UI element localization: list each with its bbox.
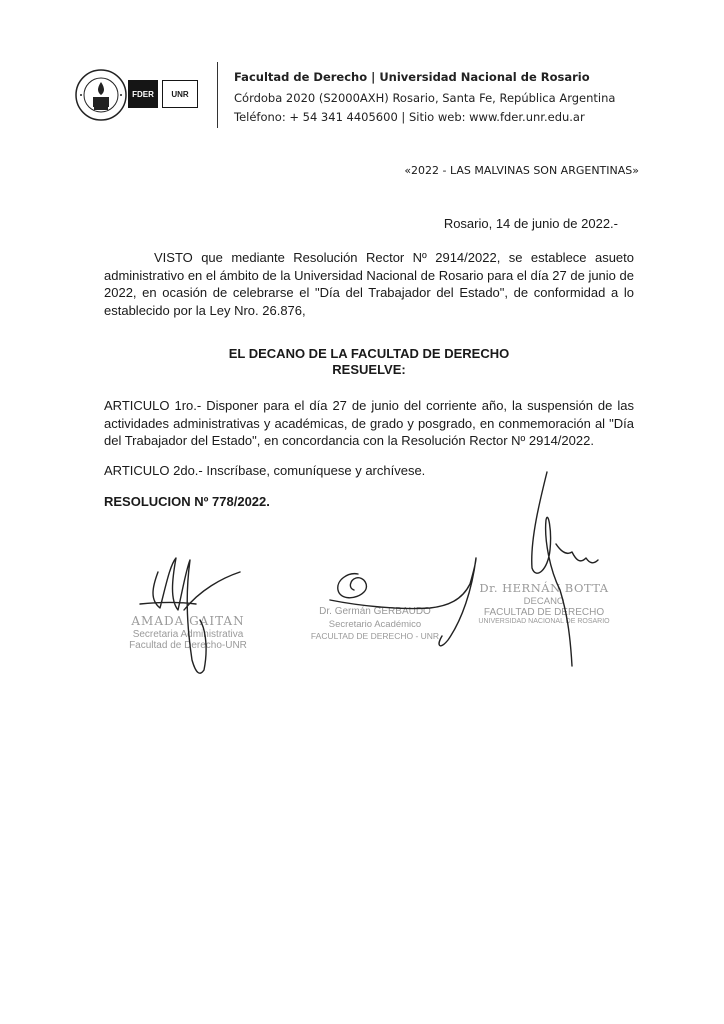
signature-gerbaudo bbox=[330, 558, 476, 646]
stamp-name: AMADA GAITAN bbox=[131, 614, 245, 628]
stamp-name: Dr. HERNÁN BOTTA bbox=[479, 581, 609, 595]
stamp-org: FACULTAD DE DERECHO bbox=[483, 607, 605, 618]
stamp-org-2: UNIVERSIDAD NACIONAL DE ROSARIO bbox=[478, 618, 610, 625]
articulo-2: ARTICULO 2do.- Inscríbase, comuníquese y archívese. bbox=[104, 463, 426, 478]
letterhead-divider bbox=[217, 62, 218, 128]
institution-contact: Teléfono: + 54 341 4405600 | Sitio web: www.fder.unr.edu.ar bbox=[234, 110, 585, 124]
signature-botta bbox=[532, 472, 598, 666]
visto-paragraph: VISTO que mediante Resolución Rector Nº 2914/2022, se establece asueto administrativo en el ámbito de la Universidad Nacional de Rosario para el día 27 de junio de 2022, en ocasión de celebrarse el "Día del Trabajador del Estado", de conformidad a lo establecido por la Ley Nro. 26.876, bbox=[104, 250, 634, 318]
stamp-org: FACULTAD DE DERECHO - UNR bbox=[310, 631, 440, 641]
university-seal bbox=[74, 68, 128, 122]
unr-logo: UNR bbox=[162, 80, 198, 108]
handwritten-signatures bbox=[0, 460, 724, 700]
stamp-role: DECANO bbox=[523, 596, 565, 607]
stamp-name: Dr. Germán GERBAUDO bbox=[319, 606, 431, 617]
resuelve-heading: RESUELVE: bbox=[332, 362, 406, 377]
stamp-org: Facultad de Derecho-UNR bbox=[129, 640, 247, 651]
fder-logo: FDER bbox=[128, 80, 158, 108]
document-date: Rosario, 14 de junio de 2022.- bbox=[443, 216, 618, 231]
articulo-1: ARTICULO 1ro.- Disponer para el día 27 de junio del corriente año, la suspensión de las actividades administrativas y académicas, de grado y posgrado, en conmemoración al "Día del Trabajador del Estado", en concordancia con la Resolución Rector Nº 2914/2022. bbox=[104, 398, 634, 448]
institution-name: Facultad de Derecho | Universidad Nacional de Rosario bbox=[234, 70, 590, 84]
institution-address: Córdoba 2020 (S2000AXH) Rosario, Santa Fe, República Argentina bbox=[234, 91, 616, 105]
stamp-role: Secretario Académico bbox=[328, 619, 422, 630]
resolution-number: RESOLUCION Nº 778/2022. bbox=[104, 494, 270, 509]
decano-heading: EL DECANO DE LA FACULTAD DE DERECHO bbox=[228, 346, 510, 361]
year-motto: «2022 - LAS MALVINAS SON ARGENTINAS» bbox=[404, 164, 639, 177]
stamp-role: Secretaria Administrativa bbox=[132, 629, 244, 640]
signature-gaitan bbox=[140, 558, 240, 673]
